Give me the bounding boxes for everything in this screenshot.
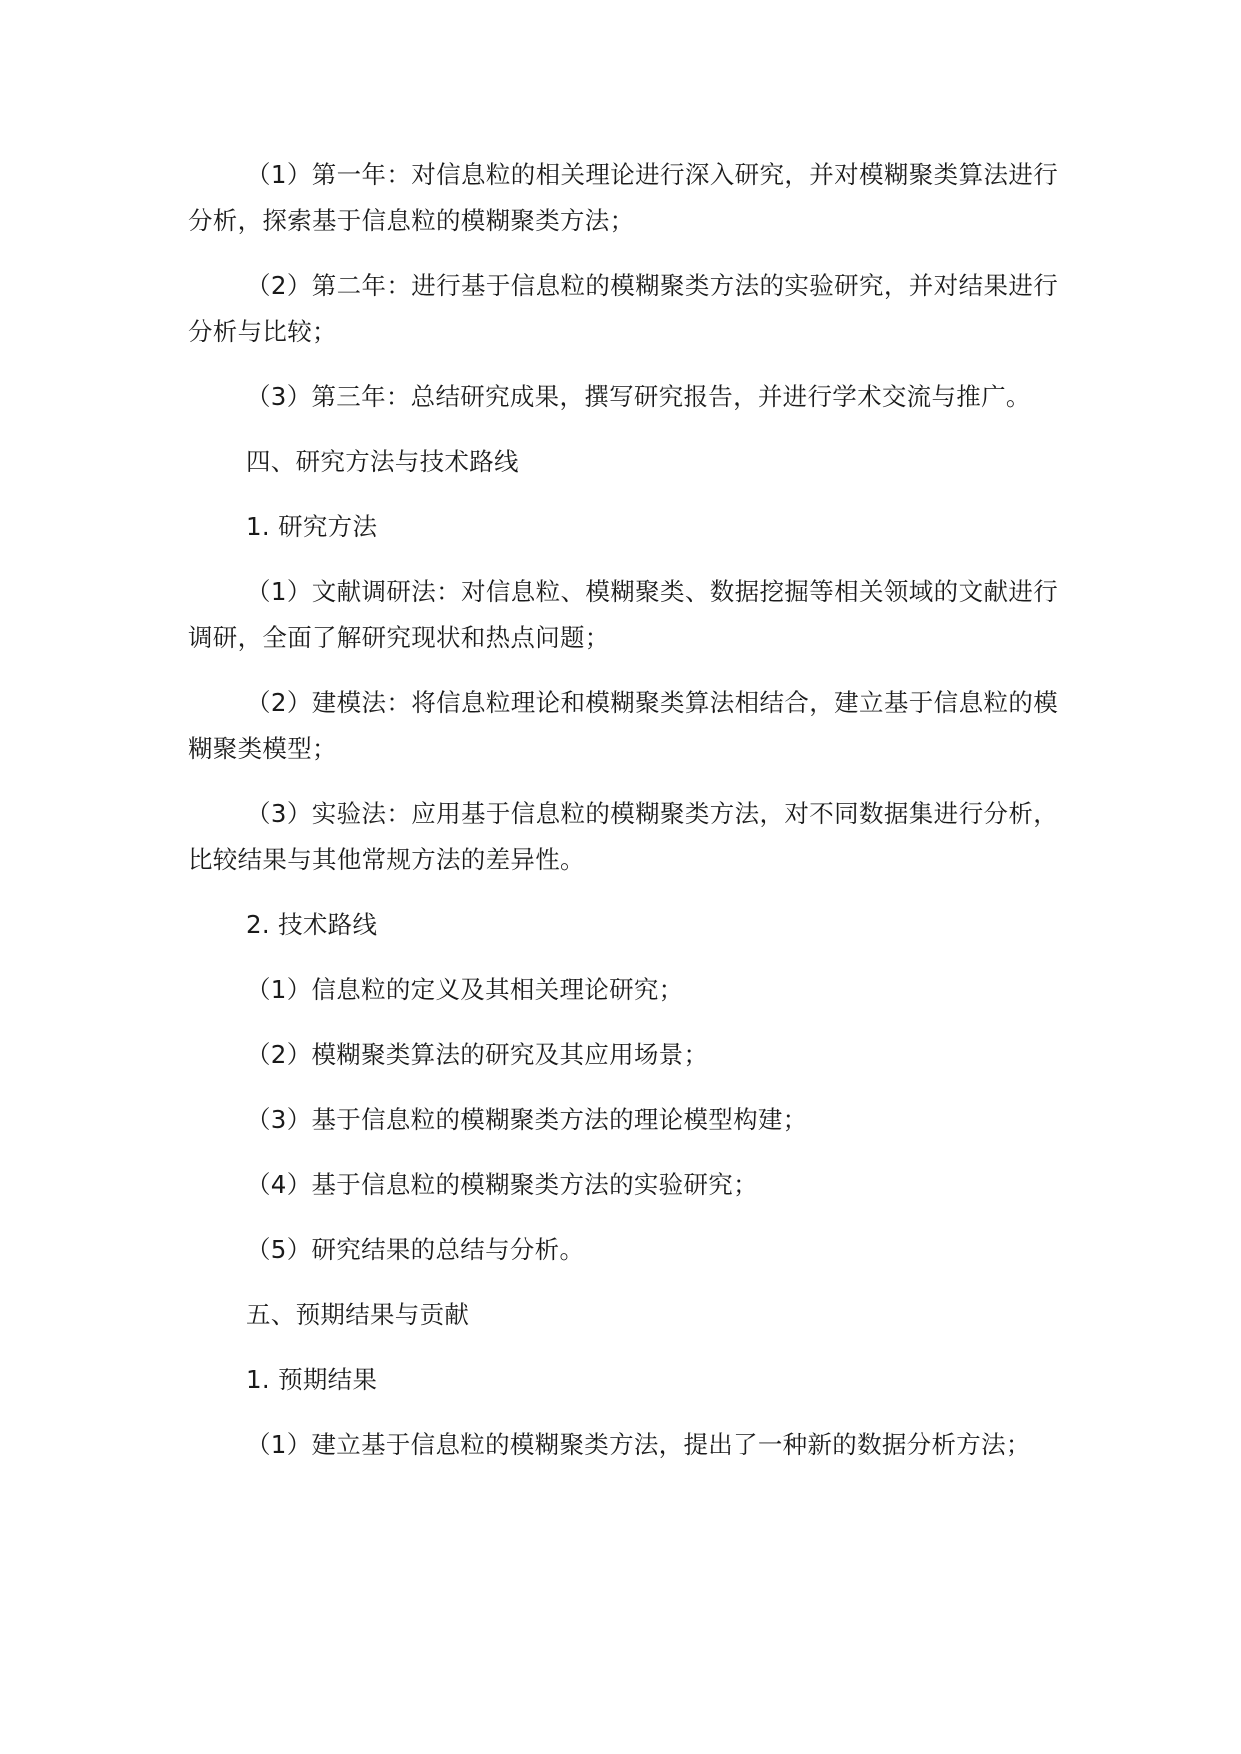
paragraph-plan-year-3: （3）第三年：总结研究成果，撰写研究报告，并进行学术交流与推广。 <box>246 382 1031 411</box>
document-page <box>188 152 1058 1487</box>
list-item-route-2: （2）模糊聚类算法的研究及其应用场景； <box>246 1040 709 1069</box>
subheading-research-methods: 1. 研究方法 <box>246 512 378 541</box>
list-item-route-5: （5）研究结果的总结与分析。 <box>246 1235 585 1264</box>
list-item-route-3: （3）基于信息粒的模糊聚类方法的理论模型构建； <box>246 1105 808 1134</box>
section-heading-expected-results: 五、预期结果与贡献 <box>246 1300 470 1329</box>
paragraph-expected-result-1: （1）建立基于信息粒的模糊聚类方法，提出了一种新的数据分析方法； <box>246 1430 1031 1459</box>
paragraph-plan-year-2: （2）第二年：进行基于信息粒的模糊聚类方法的实验研究，并对结果进行分析与比较； <box>188 271 1058 346</box>
paragraph-method-experiment: （3）实验法：应用基于信息粒的模糊聚类方法，对不同数据集进行分析，比较结果与其他常规方法的差异性。 <box>188 799 1058 874</box>
subheading-expected-results: 1. 预期结果 <box>246 1365 378 1394</box>
paragraph-method-modeling: （2）建模法：将信息粒理论和模糊聚类算法相结合，建立基于信息粒的模糊聚类模型； <box>188 688 1058 763</box>
paragraph-plan-year-1: （1）第一年：对信息粒的相关理论进行深入研究，并对模糊聚类算法进行分析，探索基于信息粒的模糊聚类方法； <box>188 160 1058 235</box>
paragraph-method-literature: （1）文献调研法：对信息粒、模糊聚类、数据挖掘等相关领域的文献进行调研，全面了解研究现状和热点问题； <box>188 577 1058 652</box>
section-heading-methods: 四、研究方法与技术路线 <box>246 447 519 476</box>
subheading-technical-route: 2. 技术路线 <box>246 910 378 939</box>
list-item-route-1: （1）信息粒的定义及其相关理论研究； <box>246 975 684 1004</box>
list-item-route-4: （4）基于信息粒的模糊聚类方法的实验研究； <box>246 1170 758 1199</box>
